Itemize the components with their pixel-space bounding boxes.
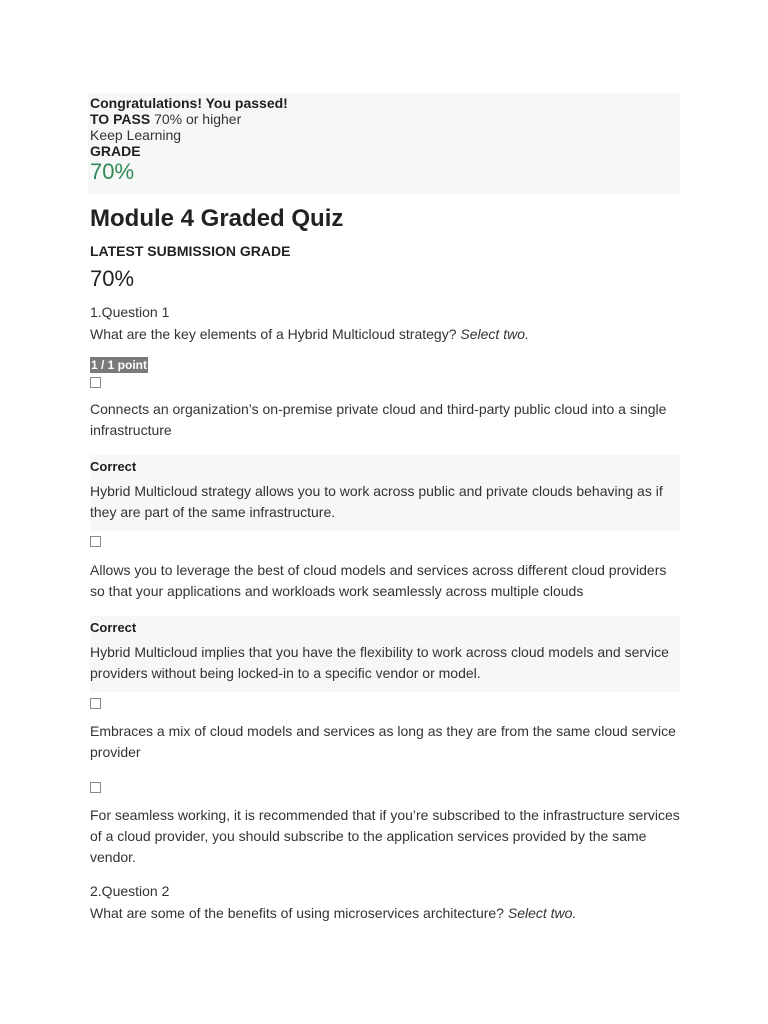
question-number: 2.Question 2 bbox=[90, 883, 170, 899]
answer-option bbox=[90, 536, 680, 692]
question-text bbox=[90, 325, 680, 343]
congrats-message: Congratulations! You passed! bbox=[90, 95, 288, 111]
question-text bbox=[90, 904, 680, 922]
keep-learning-link[interactable]: Keep Learning bbox=[90, 127, 182, 143]
option-text: Allows you to leverage the best of cloud models and services across different cloud providers so that your applications and workloads work seamlessly across multiple clouds bbox=[90, 562, 667, 599]
question-hint: Select two. bbox=[460, 326, 529, 342]
option-text: For seamless working, it is recommended that if you’re subscribed to the infrastructure services of a cloud provider, you should subscribe to the application services provided by the same vendor. bbox=[90, 807, 680, 865]
feedback-label: Correct bbox=[90, 459, 137, 474]
to-pass-label: TO PASS bbox=[90, 111, 151, 127]
option-text: Connects an organization’s on-premise private cloud and third-party public cloud into a single infrastructure bbox=[90, 401, 667, 438]
latest-submission-label: LATEST SUBMISSION GRADE bbox=[90, 243, 291, 259]
question-number: 1.Question 1 bbox=[90, 304, 170, 320]
question-1 bbox=[90, 304, 680, 868]
question-prompt: What are the key elements of a Hybrid Multicloud strategy? bbox=[90, 326, 457, 342]
grade-label: GRADE bbox=[90, 143, 141, 159]
latest-submission-grade: 70% bbox=[90, 266, 135, 291]
option-checkbox[interactable] bbox=[90, 536, 101, 547]
to-pass-value: 70% or higher bbox=[154, 111, 242, 127]
option-checkbox[interactable] bbox=[90, 698, 101, 709]
option-checkbox[interactable] bbox=[90, 782, 101, 793]
feedback-text: Hybrid Multicloud strategy allows you to work across public and private clouds behaving as if they are part of the same infrastructure. bbox=[90, 483, 663, 520]
question-hint: Select two. bbox=[507, 905, 577, 921]
option-checkbox[interactable] bbox=[90, 377, 101, 388]
answer-option bbox=[90, 698, 680, 763]
quiz-page bbox=[90, 93, 680, 922]
option-feedback bbox=[90, 455, 680, 531]
points-badge: 1 / 1 point bbox=[91, 358, 148, 372]
option-feedback bbox=[90, 616, 680, 692]
result-summary bbox=[88, 93, 680, 194]
option-text: Embraces a mix of cloud models and services as long as they are from the same cloud service provider bbox=[90, 723, 676, 760]
answer-option bbox=[90, 782, 680, 868]
answer-option bbox=[90, 377, 680, 531]
quiz-title: Module 4 Graded Quiz bbox=[90, 205, 344, 232]
feedback-label: Correct bbox=[90, 620, 137, 635]
question-prompt: What are some of the benefits of using microservices architecture? bbox=[90, 905, 504, 921]
feedback-text: Hybrid Multicloud implies that you have the flexibility to work across cloud models and service providers without being locked-in to a specific vendor or model. bbox=[90, 644, 669, 681]
grade-value: 70% bbox=[90, 159, 135, 184]
question-2 bbox=[90, 883, 680, 922]
to-pass-line bbox=[90, 111, 680, 127]
